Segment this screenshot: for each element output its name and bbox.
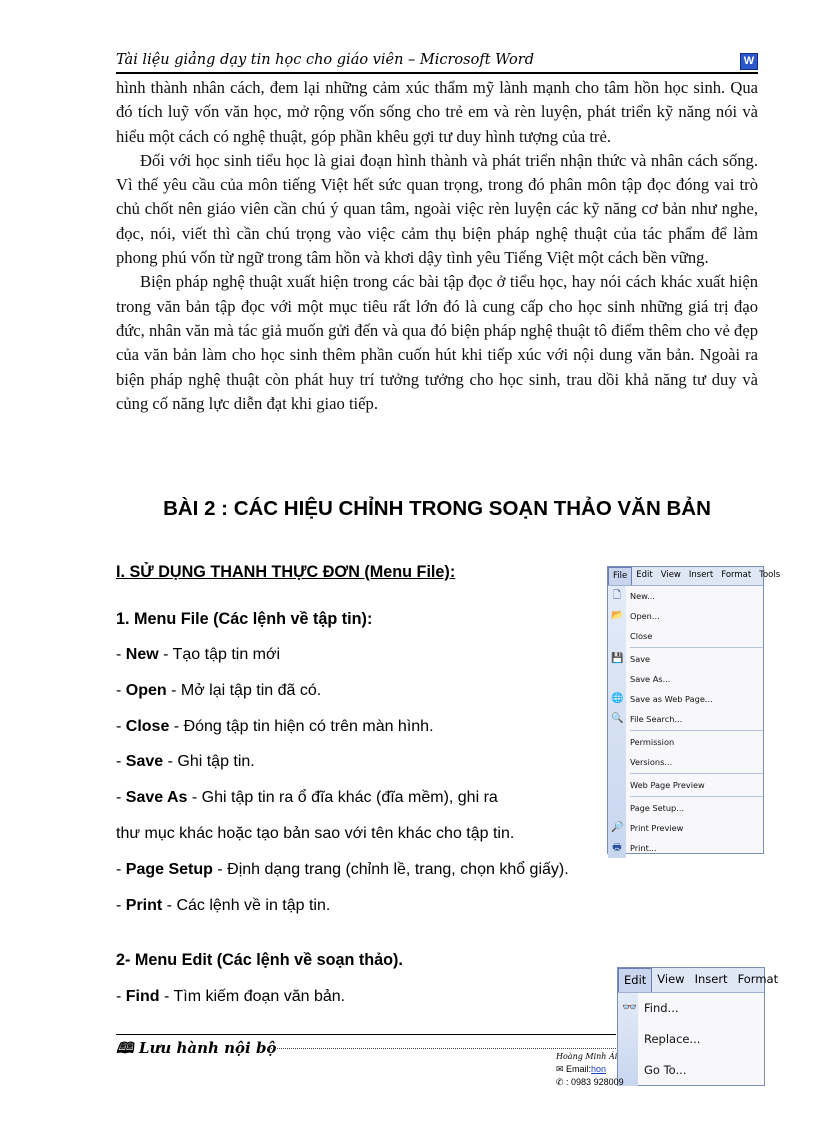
menu-item-label: Web Page Preview — [630, 780, 705, 790]
section-heading: I. SỬ DỤNG THANH THỰC ĐƠN (Menu File): — [116, 563, 456, 581]
command-name: Find — [125, 988, 160, 1005]
menu-separator — [630, 796, 763, 797]
menubar-item-insert[interactable]: Insert — [694, 972, 728, 986]
email-label: ✉ Email: — [556, 1064, 592, 1074]
menubar-item-view[interactable]: View — [660, 570, 681, 580]
command-item — [116, 825, 514, 843]
menubar-item-insert[interactable]: Insert — [688, 570, 714, 580]
menubar-item-edit[interactable]: Edit — [636, 570, 653, 580]
file-menu-screenshot — [607, 566, 781, 854]
command-item — [116, 682, 321, 700]
menubar-item-view[interactable]: View — [657, 972, 685, 986]
menubar-item-file[interactable]: File — [608, 567, 632, 585]
command-item — [116, 753, 255, 771]
file-menu-dropdown — [608, 586, 763, 858]
menu-item-file-search[interactable] — [608, 709, 763, 729]
body-text — [116, 76, 758, 416]
print-preview-icon: 🔎 — [611, 822, 624, 833]
command-name: Open — [125, 681, 167, 699]
contact-block — [556, 1050, 636, 1089]
menu-item-label: Save — [630, 654, 651, 664]
command-item — [116, 718, 434, 736]
open-folder-icon: 📂 — [611, 610, 624, 621]
command-description: - Tạo tập tin mới — [158, 646, 281, 663]
menu-item-label: Print... — [630, 843, 657, 853]
word-icon: W — [740, 53, 758, 70]
printer-icon: 🖶 — [612, 842, 622, 853]
file-menu-bar — [608, 567, 781, 586]
command-description: - Ghi tập tin. — [163, 753, 255, 771]
menu-item-label: Replace... — [644, 1032, 701, 1046]
menu-file-subheading: 1. Menu File (Các lệnh về tập tin): — [116, 610, 373, 628]
command-description: - Các lệnh về in tập tin. — [162, 896, 331, 914]
command-description: thư mục khác hoặc tạo bản sao với tên khác cho tập tin. — [116, 825, 515, 842]
email-link[interactable]: hon — [591, 1064, 607, 1074]
menubar-item-format[interactable]: Format — [737, 972, 779, 986]
edit-menu-bar — [618, 968, 779, 993]
menu-item-label: Find... — [644, 1001, 679, 1015]
menu-item-print[interactable] — [608, 838, 763, 858]
item-prefix: - — [116, 789, 126, 807]
menu-item-page-setup[interactable] — [608, 798, 763, 818]
menu-item-label: Save as Web Page... — [630, 694, 713, 704]
web-page-icon: 🌐 — [611, 693, 624, 704]
contact-name: Hoàng Minh Ái — [556, 1052, 618, 1061]
menu-edit-subheading: 2- Menu Edit (Các lệnh về soạn thảo). — [116, 951, 403, 969]
menu-item-label: File Search... — [630, 714, 683, 724]
menu-item-web-page-preview[interactable] — [608, 775, 763, 795]
lesson-title: BÀI 2 : CÁC HIỆU CHỈNH TRONG SOẠN THẢO VĂN BẢN — [163, 497, 711, 520]
command-name: Page Setup — [125, 860, 213, 878]
menu-item-label: New... — [630, 591, 655, 601]
command-name: Save As — [125, 789, 188, 807]
menu-item-label: Open... — [630, 611, 660, 621]
command-description: - Đóng tập tin hiện có trên màn hình. — [169, 717, 434, 735]
command-description: - Định dạng trang (chỉnh lề, trang, chọn khổ giấy). — [212, 860, 569, 878]
command-description: - Tìm kiếm đoạn văn bản. — [159, 988, 346, 1005]
item-prefix: - — [116, 860, 126, 878]
menu-item-label: Versions... — [630, 757, 673, 767]
edit-menu-screenshot — [617, 967, 779, 1086]
item-prefix: - — [116, 646, 126, 663]
menu-item-new[interactable] — [608, 586, 763, 606]
menu-item-label: Save As... — [630, 674, 671, 684]
edit-menu-dropdown — [618, 993, 764, 1086]
menu-item-label: Close — [630, 631, 653, 641]
menu-item-label: Page Setup... — [630, 803, 685, 813]
footer-label: 🕮 Lưu hành nội bộ — [116, 1039, 277, 1057]
menu-separator — [630, 730, 763, 731]
command-name: Print — [125, 896, 163, 914]
paragraph-1: hình thành nhân cách, đem lại những cảm xúc thẩm mỹ lành mạnh cho tâm hồn học sinh. Qua đó tích luỹ vốn văn học, mở rộng vốn sống cho trẻ em và rèn luyện, phát triển kỹ năng nói và hiểu một cách có nghệ thuật, góp phần khêu gợi tư duy hình tượng của trẻ. — [116, 78, 758, 146]
menu-item-save[interactable] — [608, 649, 763, 669]
menubar-item-format[interactable]: Format — [721, 570, 752, 580]
binoculars-icon: 👓 — [622, 1000, 637, 1014]
menu-item-versions[interactable] — [608, 752, 763, 772]
footer-dotted-line — [268, 1048, 616, 1049]
contact-phone: ✆ : 0983 928009 — [556, 1077, 624, 1087]
menu-item-label: Permission — [630, 737, 675, 747]
menu-item-close[interactable] — [608, 626, 763, 646]
item-prefix: - — [116, 753, 126, 771]
menubar-item-edit[interactable]: Edit — [618, 968, 652, 992]
paragraph-2-text: Đối với học sinh tiểu học là giai đoạn hình thành và phát triển nhận thức và nhân cách sống. Vì thế yêu cầu của môn tiếng Việt hết sức quan trọng, trong đó phân môn tập đọc đóng vai trò chủ chốt nên giáo viên cần chú ý quan tâm, ngoài việc rèn luyện các kỹ năng cơ bản như nghe, đọc, nói, viết thì cần chú trọng vào việc cảm thụ biện pháp nghệ thuật của tác phẩm để làm phong phú vốn từ ngữ trong tâm hồn và khơi dậy tình yêu Tiếng Việt một cách bền vững. — [116, 150, 758, 268]
menu-separator — [630, 773, 763, 774]
menu-item-go-to[interactable] — [618, 1055, 764, 1086]
command-item — [116, 988, 345, 1006]
command-description: - Ghi tập tin ra ổ đĩa khác (đĩa mềm), ghi ra — [187, 789, 498, 807]
menu-item-label: Print Preview — [630, 823, 684, 833]
command-name: New — [125, 646, 159, 663]
menu-item-label: Go To... — [644, 1063, 687, 1077]
command-name: Save — [125, 753, 164, 771]
paragraph-3 — [116, 270, 758, 416]
command-item — [116, 861, 569, 879]
command-name: Close — [125, 717, 170, 735]
menubar-item-tools[interactable]: Tools — [759, 570, 781, 580]
command-item — [116, 897, 330, 915]
item-prefix: - — [116, 681, 126, 699]
contact-email — [556, 1063, 636, 1076]
item-prefix: - — [116, 988, 126, 1005]
menu-item-find[interactable] — [618, 993, 764, 1024]
menu-item-open[interactable] — [608, 606, 763, 626]
header-title: Tài liệu giảng dạy tin học cho giáo viên – Microsoft Word — [116, 52, 534, 68]
item-prefix: - — [116, 717, 126, 735]
menu-item-permission[interactable] — [608, 732, 763, 752]
footer-divider — [116, 1034, 616, 1035]
menu-item-replace[interactable] — [618, 1024, 764, 1055]
new-doc-icon: 🗋 — [612, 590, 622, 601]
menu-separator — [630, 647, 763, 648]
menu-item-print-preview[interactable] — [608, 818, 763, 838]
file-search-icon: 🔍 — [611, 713, 624, 724]
menu-item-save-as[interactable] — [608, 669, 763, 689]
command-item — [116, 789, 498, 807]
item-prefix: - — [116, 896, 126, 914]
save-disk-icon: 💾 — [611, 653, 624, 664]
paragraph-3-text: Biện pháp nghệ thuật xuất hiện trong các bài tập đọc ở tiểu học, hay nói cách khác xuất hiện trong văn bản tập đọc với một mục tiêu rất lớn đó là cung cấp cho học sinh những giá trị đạo đức, nhân văn mà tác giả muốn gửi đến và qua đó biện pháp nghệ thuật tô điểm thêm cho vẻ đẹp của văn bản làm cho học sinh thêm phần cuốn hút khi tiếp xúc với nội dung văn bản. Ngoài ra biện pháp nghệ thuật còn phát huy trí tưởng tưởng cho học sinh, trau dồi khả năng tư duy và củng cố năng lực diễn đạt khi giao tiếp. — [116, 272, 758, 413]
menu-item-save-as-web-page[interactable] — [608, 689, 763, 709]
command-description: - Mở lại tập tin đã có. — [166, 681, 322, 699]
page-header — [116, 52, 758, 74]
page-footer — [116, 1032, 616, 1062]
paragraph-2 — [116, 149, 758, 270]
command-item — [116, 646, 280, 664]
